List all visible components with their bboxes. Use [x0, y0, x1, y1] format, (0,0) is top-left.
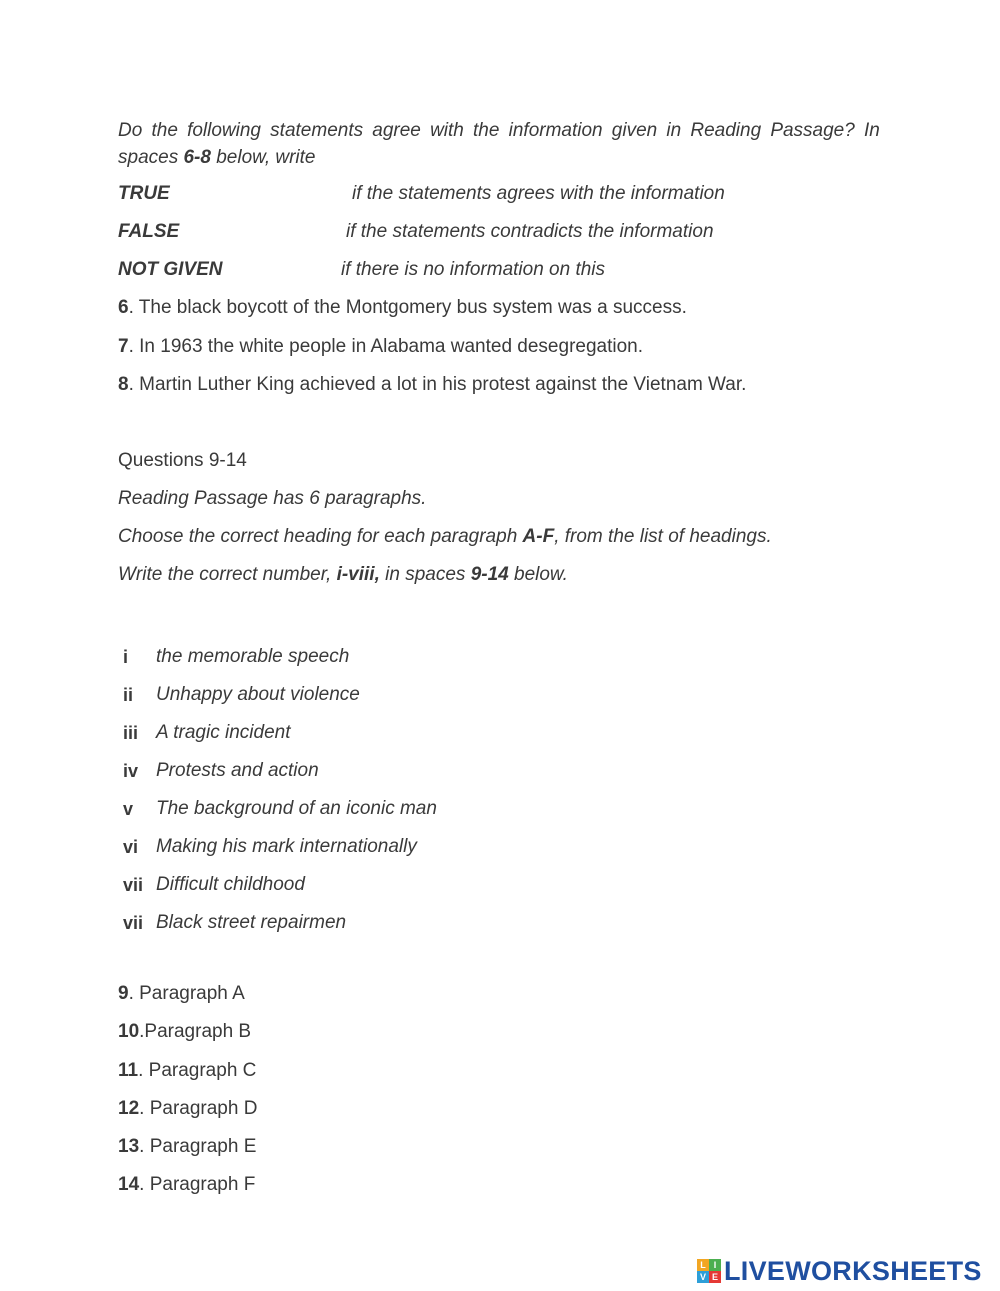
liveworksheets-logo-text: LIVEWORKSHEETS: [724, 1255, 982, 1286]
liveworksheets-logo-icon: L I V E: [697, 1259, 721, 1283]
heading-numeral: i: [123, 647, 129, 667]
word: following: [187, 120, 261, 141]
word: Passage?: [770, 120, 855, 141]
heading-numeral: v: [123, 799, 134, 819]
word: agree: [372, 120, 421, 141]
heading-numeral: vi: [123, 837, 139, 857]
paragraph-question-9: 9. Paragraph A: [118, 983, 245, 1004]
word: the: [473, 120, 500, 141]
paragraph-question-13: 13. Paragraph E: [118, 1136, 257, 1157]
heading-numeral: ii: [123, 685, 134, 705]
answer-key-meaning: if there is no information on this: [341, 259, 606, 280]
section-line-1: Reading Passage has 6 paragraphs.: [118, 488, 427, 509]
answer-key-meaning: if the statements contradicts the information: [346, 221, 714, 242]
answer-key-meaning: if the statements agrees with the information: [352, 183, 725, 204]
heading-numeral: vii: [123, 913, 144, 933]
word: statements: [270, 120, 364, 141]
word: given: [611, 120, 658, 141]
word: In: [864, 120, 880, 141]
liveworksheets-logo: [697, 1257, 982, 1285]
section-line-2: Choose the correct heading for each paragraph A-F, from the list of headings.: [118, 526, 772, 547]
paragraph-question-11: 11. Paragraph C: [118, 1060, 257, 1081]
heading-numeral: iv: [123, 761, 139, 781]
answer-key-label: FALSE: [118, 221, 180, 242]
word: the: [151, 120, 178, 141]
word: with: [430, 120, 464, 141]
word: Reading: [690, 120, 762, 141]
heading-text: Making his mark internationally: [156, 836, 417, 857]
heading-text: A tragic incident: [156, 722, 291, 743]
paragraph-question-12: 12. Paragraph D: [118, 1098, 258, 1119]
heading-text: The background of an iconic man: [156, 798, 437, 819]
instructions: [118, 117, 880, 171]
heading-text: Black street repairmen: [156, 912, 347, 933]
heading-numeral: iii: [123, 723, 139, 743]
instructions-line-2: spaces 6-8 below, write: [118, 147, 316, 168]
statement-8: 8. Martin Luther King achieved a lot in his protest against the Vietnam War.: [118, 374, 747, 395]
heading-text: Protests and action: [156, 760, 319, 781]
heading-text: Unhappy about violence: [156, 684, 360, 705]
word: information: [508, 120, 603, 141]
word: Do: [118, 120, 143, 141]
section-line-3: Write the correct number, i-viii, in spaces 9-14 below.: [118, 564, 568, 585]
statement-7: 7. In 1963 the white people in Alabama wanted desegregation.: [118, 336, 644, 357]
statement-6: 6. The black boycott of the Montgomery bus system was a success.: [118, 297, 687, 318]
heading-text: Difficult childhood: [156, 874, 305, 895]
instructions-line-1: [118, 117, 880, 144]
word: in: [666, 120, 682, 141]
section-title: Questions 9-14: [118, 450, 247, 471]
heading-numeral: vii: [123, 875, 144, 895]
paragraph-question-14: 14. Paragraph F: [118, 1174, 256, 1195]
paragraph-question-10: 10.Paragraph B: [118, 1021, 252, 1042]
answer-key-label: TRUE: [118, 183, 170, 204]
answer-key-label: NOT GIVEN: [118, 259, 223, 280]
heading-text: the memorable speech: [156, 646, 350, 667]
